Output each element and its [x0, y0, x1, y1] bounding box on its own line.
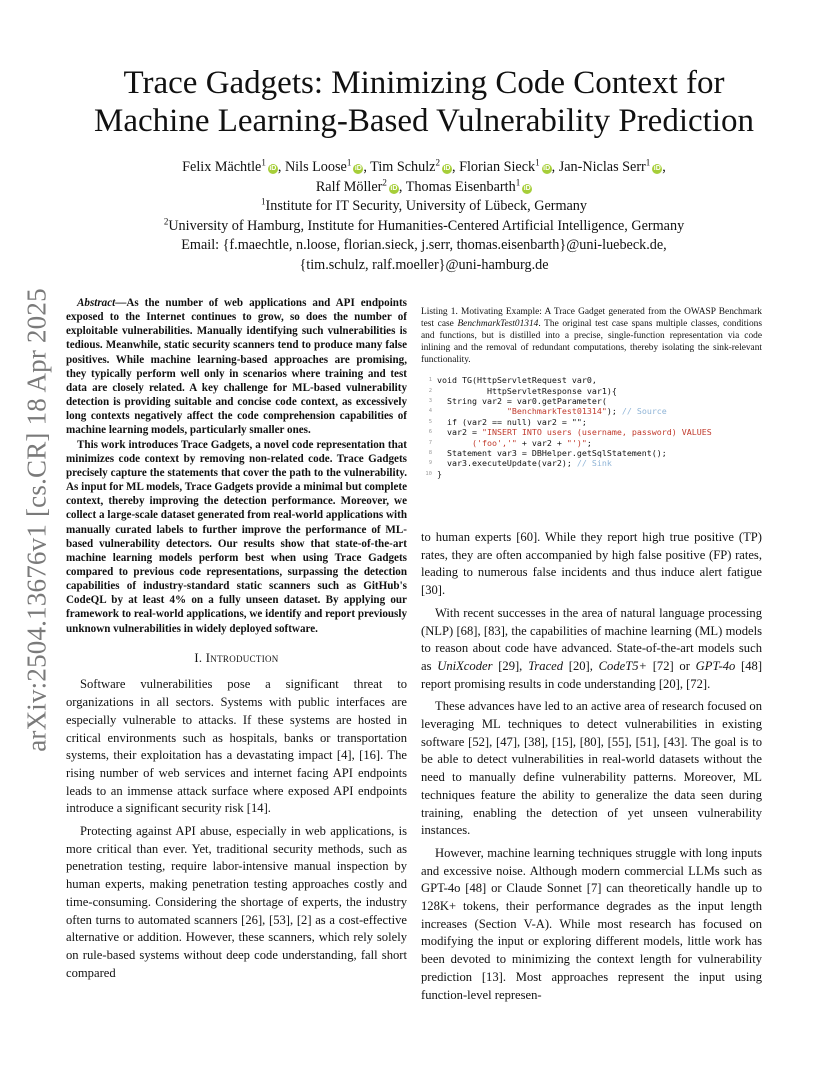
intro-paragraph-2: Protecting against API abuse, especially in web applications, is more critical than ever. Yet, traditional security methods, such as penetration testing, require labor-intensive manual inspection by human experts, making penetration testing approaches costly and time-consuming. Considering the shortage of experts, the industry often turns to automated scanners [26], [53], [2] as a cost-effective alternative or addition. However, these scanners, which rely solely on rule-based systems without deep code understanding, fall short compared: [66, 824, 407, 980]
right-paragraph-2: [421, 605, 762, 694]
right-paragraph-1: to human experts [60]. While they report high true positive (TP) rates, they are often accompanied by high false positive (FP) rates, leading to numerous false incidents and thus induce alert fatigue [30].: [421, 530, 762, 598]
code-text: Statement var3 = DBHelper.getSqlStatement();: [437, 448, 667, 459]
affiliation-mark: 1: [515, 176, 521, 187]
line-number: 2: [428, 387, 432, 394]
abstract-paragraph-1: [66, 296, 407, 438]
code-text: [437, 406, 507, 416]
paragraph-text: [20],: [563, 658, 599, 673]
abstract-label: Abstract: [77, 297, 116, 309]
code-line: [421, 396, 762, 406]
code-line: [421, 469, 762, 479]
paragraph-text: [29],: [492, 658, 529, 673]
model-name: GPT-4o: [695, 658, 736, 673]
separator: ,: [551, 159, 559, 175]
affiliation-2: [66, 217, 782, 237]
author-line-2: [66, 178, 782, 198]
title-line-1: Trace Gadgets: Minimizing Code Context for: [123, 65, 725, 101]
code-line: [421, 375, 762, 385]
line-number: 7: [428, 439, 432, 446]
code-text: var2 =: [437, 427, 482, 438]
code-text: HttpServletResponse var1){: [437, 385, 617, 396]
abstract-paragraph-2: This work introduces Trace Gadgets, a novel code representation that minimizes code context by removing non-related code. Trace Gadgets precisely capture the statements that cover the path to the vulnerability. As input for ML models, Trace Gadgets provide a minimal but complete context, thereby improving the detection performance. Moreover, we collect a large-scale dataset generated from real-world applications with manually curated labels to further improve the performance of ML-based vulnerability detectors. Our results show that state-of-the-art machine learning models perform best when using Trace Gadgets compared to previous code representations, surpassing the detection capabilities of industry-standard static scanners such as GitHub's CodeQL by at least 4% on a fully unseen dataset. By applying our framework to real-world applications, we identify and report previously unknown vulnerabilities in widely deployed software.: [66, 438, 407, 635]
code-line: [421, 406, 762, 416]
affiliation-text: Institute for IT Security, University of Lübeck, Germany: [265, 198, 587, 214]
code-string: "BenchmarkTest01314": [506, 406, 607, 417]
separator: ,: [277, 159, 285, 175]
code-string: "')": [566, 437, 587, 448]
email-line-1: Email: {f.maechtle, n.loose, florian.sieck, j.serr, thomas.eisenbarth}@uni-luebeck.de,: [181, 237, 667, 253]
model-name: Traced: [528, 658, 564, 673]
orcid-icon[interactable]: iD: [269, 165, 277, 172]
author-name: Thomas Eisenbarth: [405, 178, 516, 195]
line-number: 6: [428, 429, 432, 436]
code-line: [421, 448, 762, 458]
orcid-icon[interactable]: iD: [523, 184, 531, 192]
paragraph-text: [72] or: [647, 658, 696, 673]
separator: ,: [451, 159, 460, 175]
author-block: [66, 158, 782, 275]
arxiv-identifier: arXiv:2504.13676v1 [cs.CR] 18 Apr 2025: [21, 288, 52, 752]
line-number: 8: [428, 450, 432, 457]
code-text: if (var2 == null) var2 = "";: [437, 416, 587, 427]
code-text: [437, 438, 472, 448]
caption-test-case: BenchmarkTest01314: [457, 319, 539, 330]
orcid-icon[interactable]: iD: [390, 184, 398, 192]
paragraph-text: [48] report promising results in code understanding [20], [72].: [421, 658, 763, 691]
code-listing: [421, 306, 762, 479]
affiliation-mark: 2: [163, 215, 169, 226]
orcid-icon[interactable]: iD: [354, 165, 362, 172]
affiliation-1: [66, 197, 782, 217]
email-line-2: {tim.schulz, ralf.moeller}@uni-hamburg.de: [299, 256, 549, 273]
left-column: [66, 296, 407, 982]
code-string: "INSERT INTO users (username, password) VALUES: [481, 427, 712, 438]
orcid-icon[interactable]: iD: [543, 165, 551, 172]
code-text: + var2 +: [516, 437, 567, 448]
code-text: ;: [586, 437, 592, 448]
section-heading: I. Introduction: [194, 650, 279, 665]
paper-title: [66, 64, 782, 140]
line-number: 4: [428, 408, 432, 415]
orcid-icon[interactable]: iD: [653, 165, 661, 172]
affiliation-mark: 1: [535, 157, 540, 168]
code-line: [421, 427, 762, 437]
code-text: );: [606, 406, 622, 417]
author-name: Felix Mächtle: [182, 159, 262, 175]
orcid-icon[interactable]: iD: [443, 165, 451, 172]
code-comment: // Source: [621, 406, 667, 417]
right-paragraph-4: However, machine learning techniques struggle with long inputs and excessive noise. Although modern commercial LLMs such as GPT-4o [48] or Claude Sonnet [7] can theoretically handle up to 128K+ tokens, their performance degrades as the input length increases (Section V-A). While most research has focused on modifying the input or exploring different models, little work has been devoted to minimizing the context length for vulnerability prediction [13]. Most approaches represent the input using function-level represen-: [421, 845, 762, 1002]
line-number: 10: [425, 470, 432, 477]
line-number: 3: [428, 398, 432, 405]
author-line-1: [66, 158, 782, 178]
affiliation-mark: 2: [382, 176, 387, 187]
code-string: ('foo','": [471, 437, 517, 448]
affiliation-mark: 1: [645, 157, 651, 168]
affiliation-mark: 1: [346, 157, 352, 168]
author-name: Tim Schulz: [370, 159, 436, 175]
line-number: 9: [428, 460, 432, 467]
model-name: CodeT5+: [598, 658, 648, 673]
abstract: [66, 296, 407, 636]
author-name: Nils Loose: [284, 159, 347, 175]
code-text: void TG(HttpServletRequest var0,: [437, 375, 597, 386]
code-line: [421, 458, 762, 468]
caption-text: . The original test case spans multiple classes, conditions and functions, but is distilled into a precise, single-function representation via code inlining and the removal of redundant computations, thereby isolating the sink-relevant functionality.: [421, 319, 763, 366]
right-column: [421, 529, 762, 1004]
author-name: Florian Sieck: [459, 159, 536, 175]
code-comment: // Sink: [576, 458, 612, 469]
code-line: [421, 417, 762, 427]
code-line: [421, 438, 762, 448]
listing-caption: [421, 306, 762, 366]
affiliation-text: University of Hamburg, Institute for Humanities-Centered Artificial Intelligence, Germany: [168, 217, 685, 234]
code-line: [421, 386, 762, 396]
author-name: Ralf Möller: [315, 178, 383, 195]
author-name: Jan-Niclas Serr: [558, 159, 646, 175]
code-block: [421, 375, 762, 479]
title-line-2: Machine Learning-Based Vulnerability Prediction: [94, 103, 754, 139]
intro-paragraph-1: Software vulnerabilities pose a significant threat to organizations in all sectors. Systems with public interfaces are especially vulnerable to attacks. If these systems are hosted in critical environments such as hospitals, banks or transportation systems, their exploitation has a devastating impact [4], [16]. The rising number of web services and internet facing API endpoints leads to an immense attack surface where exposed API endpoints introduce a significant security risk [14].: [66, 677, 407, 816]
right-paragraph-3: These advances have led to an active area of research focused on leveraging ML techniques to detect vulnerabilities in existing software [52], [47], [38], [15], [80], [55], [51], [43]. The goal is to be able to detect vulnerabilities in real-world datasets without the need to manually define vulnerability patterns. Moreover, ML techniques feature the ability to generalize the data seen during training, enabling the detection of yet unseen vulnerability instances.: [421, 699, 762, 838]
line-number: 1: [428, 377, 432, 384]
code-text: String var2 = var0.getParameter(: [437, 396, 607, 407]
line-number: 5: [428, 418, 432, 425]
separator: ,: [363, 159, 371, 175]
code-text: }: [437, 468, 442, 479]
abstract-text: —As the number of web applications and API endpoints exposed to the Internet continues to grow, so does the number of exploitable vulnerabilities. Manually identifying such vulnerabilities is tedious. Meanwhile, static security scanners tend to produce many false positives. While machine learning-based approaches are promising, they typically perform well only in scenarios where training and test data are closely related. A key challenge for ML-based vulnerability detection is providing suitable and concise code context, as excessively long contexts negatively affect the code comprehension capabilities of machine learning models, particularly smaller ones.: [66, 297, 407, 437]
paragraph-text: With recent successes in the area of natural language processing (NLP) [68], [83], the capabilities of machine learning (ML) models to reason about code have advanced. State-of-the-art models such as: [421, 605, 762, 673]
code-text: var3.executeUpdate(var2);: [437, 458, 577, 469]
model-name: UniXcoder: [437, 658, 493, 673]
separator: ,: [662, 159, 666, 175]
affiliation-mark: 2: [435, 157, 440, 168]
caption-text: Listing 1. Motivating Example: A Trace Gadget generated from the OWASP Benchmark test case: [421, 307, 762, 330]
arxiv-sidebar: [20, 285, 54, 755]
affiliation-mark: 1: [261, 196, 266, 207]
separator: ,: [398, 178, 406, 195]
affiliation-mark: 1: [261, 157, 266, 168]
